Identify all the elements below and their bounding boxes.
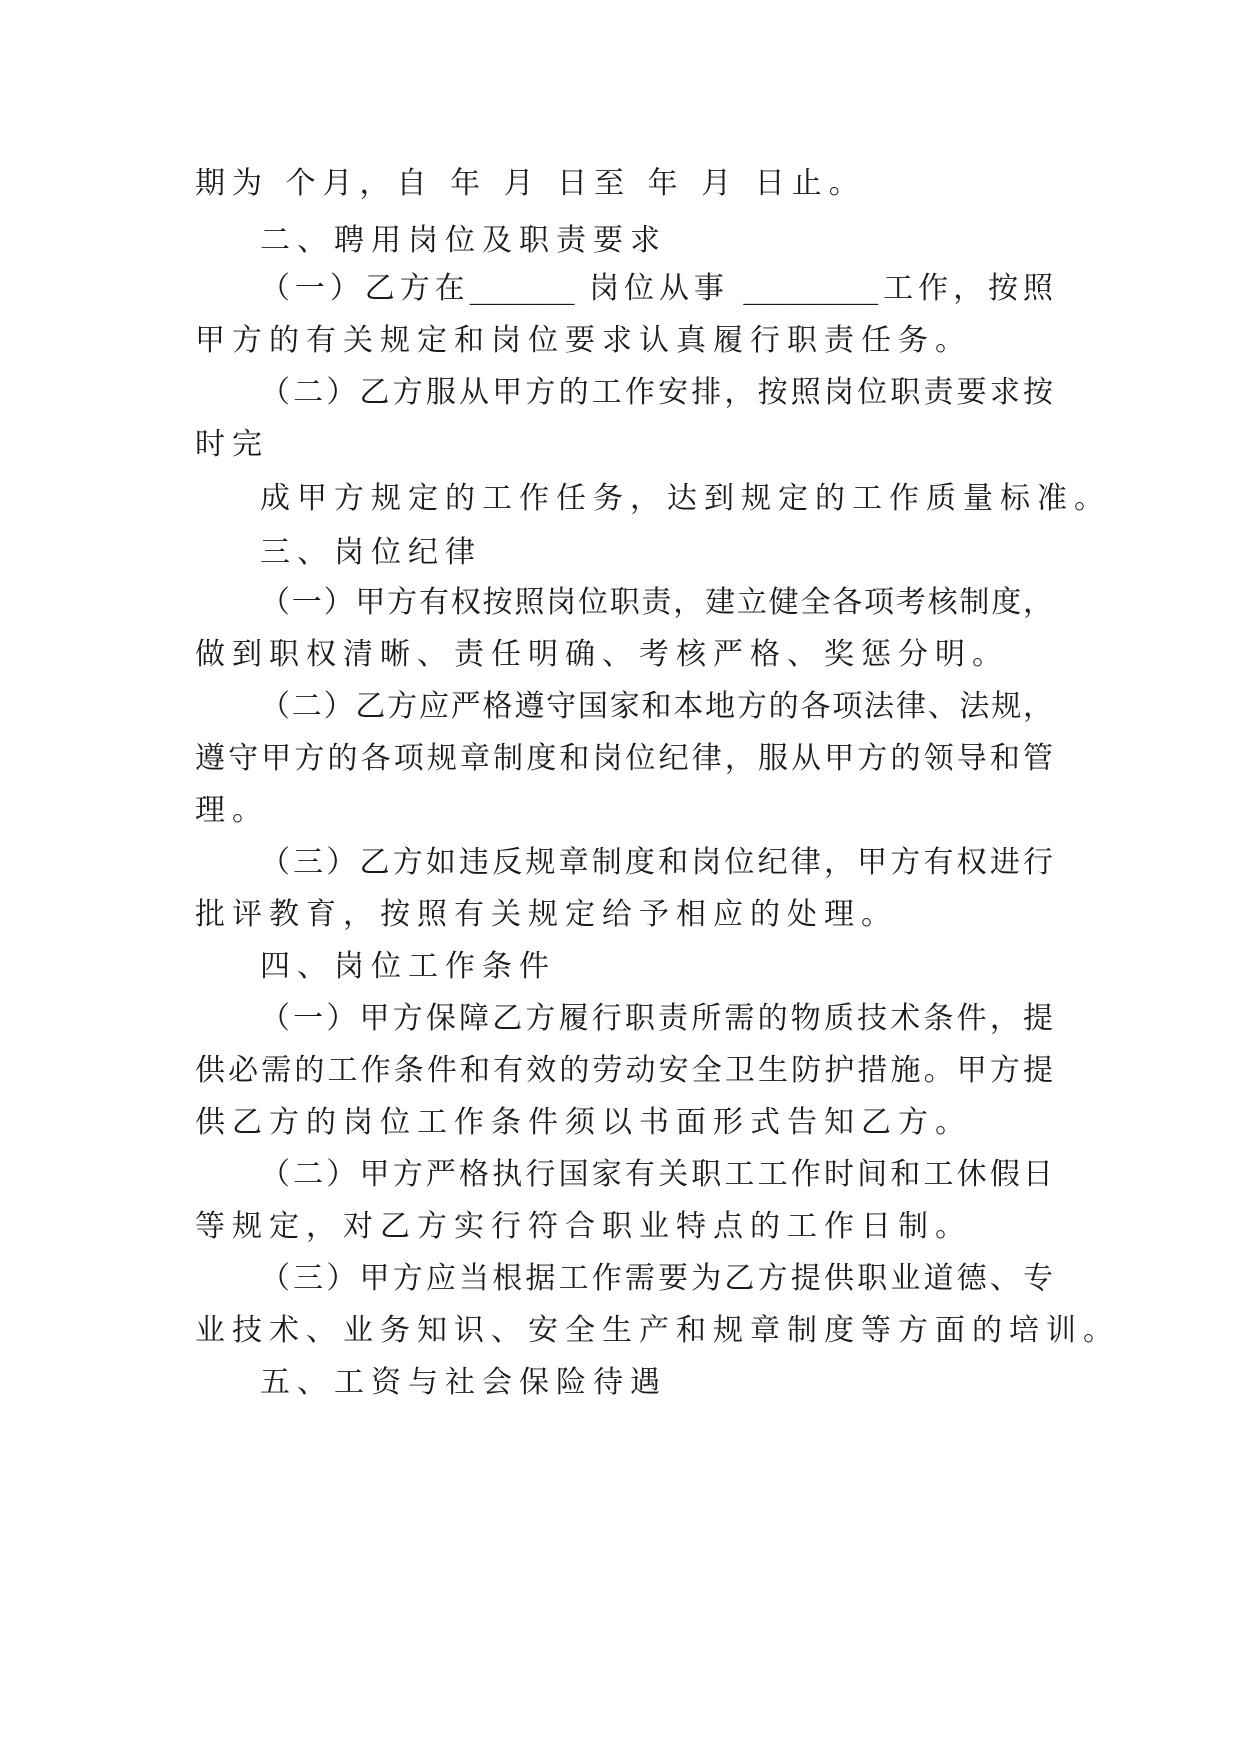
text-line: 甲方的有关规定和岗位要求认真履行职责任务。 [195, 323, 972, 358]
text-line: 批评教育，按照有关规定给予相应的处理。 [195, 897, 898, 932]
text-line: （二）甲方严格执行国家有关职工工作时间和工休假日 [260, 1157, 1053, 1192]
text-line: （三）乙方如违反规章制度和岗位纪律，甲方有权进行 [260, 845, 1053, 880]
text-line: 等规定，对乙方实行符合职业特点的工作日制。 [195, 1209, 972, 1244]
text-line: （二）乙方应严格遵守国家和本地方的各项法律、法规， [260, 689, 1053, 724]
text-line: （二）乙方服从甲方的工作安排，按照岗位职责要求按 [260, 375, 1053, 410]
section-heading: 五、工资与社会保险待遇 [260, 1365, 667, 1400]
section-heading: 三、岗位纪律 [260, 535, 482, 570]
text-line: （三）甲方应当根据工作需要为乙方提供职业道德、专 [260, 1261, 1053, 1296]
text-line: 做到职权清晰、责任明确、考核严格、奖惩分明。 [195, 637, 1009, 672]
text-line: （一）甲方有权按照岗位职责，建立健全各项考核制度， [260, 585, 1053, 620]
text-line: 业技术、业务知识、安全生产和规章制度等方面的培训。 [195, 1313, 1120, 1348]
text-line: 时完 [195, 427, 269, 462]
text-line: 成甲方规定的工作任务，达到规定的工作质量标准。 [260, 481, 1111, 516]
section-heading: 四、岗位工作条件 [260, 949, 556, 984]
text-line: （一）乙方在_______ 岗位从事 _________工作，按照 [260, 271, 1053, 306]
text-line: 供必需的工作条件和有效的劳动安全卫生防护措施。甲方提 [195, 1053, 1053, 1088]
section-heading: 二、聘用岗位及职责要求 [260, 223, 667, 258]
text-line: 供乙方的岗位工作条件须以书面形式告知乙方。 [195, 1105, 972, 1140]
text-line: 理。 [195, 793, 269, 828]
text-line: 期为 个月，自 年 月 日至 年 月 日止。 [195, 166, 866, 201]
text-line: （一）甲方保障乙方履行职责所需的物质技术条件，提 [260, 1001, 1053, 1036]
text-line: 遵守甲方的各项规章制度和岗位纪律，服从甲方的领导和管 [195, 741, 1053, 776]
